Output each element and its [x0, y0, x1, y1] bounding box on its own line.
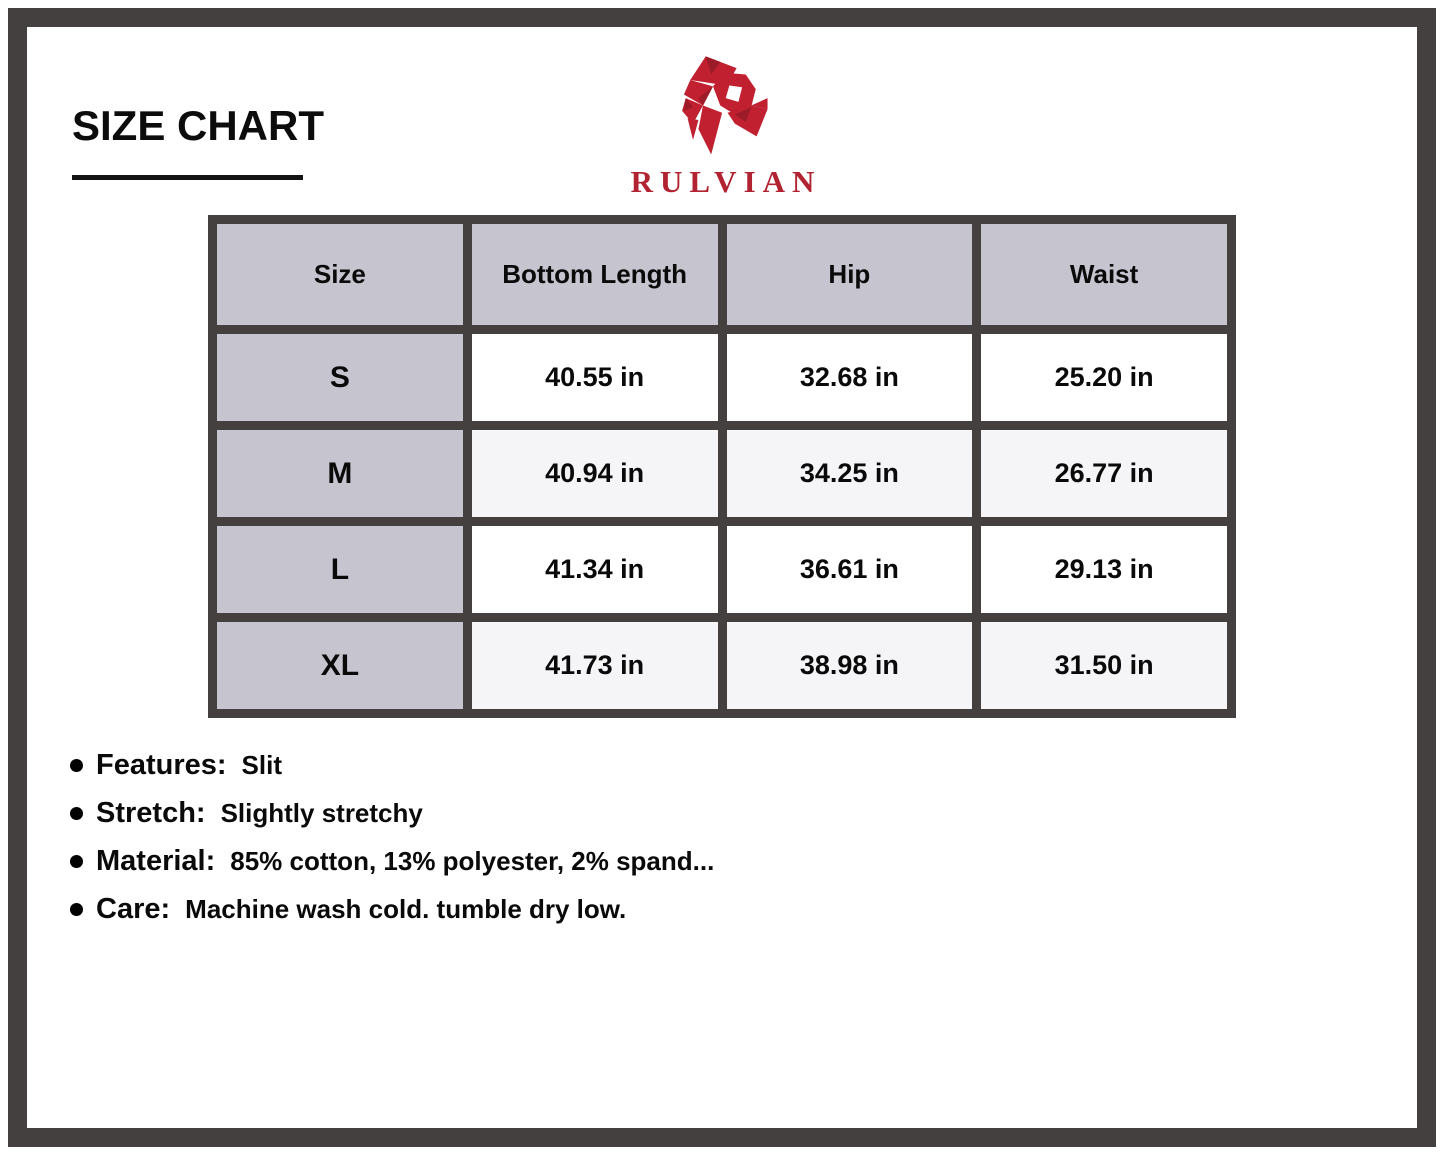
title-underline	[72, 175, 303, 180]
bullet-icon	[70, 903, 83, 916]
detail-label: Stretch:	[96, 796, 206, 829]
header-cell-waist: Waist	[981, 224, 1227, 325]
value-cell: 34.25 in	[727, 430, 973, 517]
header-cell-hip: Hip	[727, 224, 973, 325]
value-cell: 38.98 in	[727, 622, 973, 709]
detail-item-material	[70, 844, 714, 878]
value-cell: 40.55 in	[472, 334, 718, 421]
detail-value: 85% cotton, 13% polyester, 2% spand...	[230, 845, 715, 876]
page-title: SIZE CHART	[72, 102, 324, 149]
value-cell: 32.68 in	[727, 334, 973, 421]
bullet-icon	[70, 855, 83, 868]
detail-label: Material:	[96, 844, 216, 877]
bullet-icon	[70, 807, 83, 820]
detail-value: Slit	[241, 749, 282, 780]
bullet-icon	[70, 759, 83, 772]
detail-item-stretch	[70, 796, 714, 830]
title-block	[72, 102, 324, 180]
detail-label: Care:	[96, 892, 171, 925]
header-cell-bottom-length: Bottom Length	[472, 224, 718, 325]
detail-value: Machine wash cold. tumble dry low.	[185, 893, 627, 924]
value-cell: 31.50 in	[981, 622, 1227, 709]
detail-value: Slightly stretchy	[220, 797, 423, 828]
header-cell-size: Size	[217, 224, 463, 325]
size-cell-l: L	[217, 526, 463, 613]
value-cell: 40.94 in	[472, 430, 718, 517]
detail-item-features	[70, 748, 714, 782]
value-cell: 41.73 in	[472, 622, 718, 709]
detail-item-care	[70, 892, 714, 926]
value-cell: 26.77 in	[981, 430, 1227, 517]
detail-label: Features:	[96, 748, 227, 781]
value-cell: 41.34 in	[472, 526, 718, 613]
brand-wordmark: RULVIAN	[630, 164, 822, 199]
size-cell-s: S	[217, 334, 463, 421]
brand-logo-r-icon	[673, 50, 773, 160]
value-cell: 29.13 in	[981, 526, 1227, 613]
value-cell: 36.61 in	[727, 526, 973, 613]
size-cell-m: M	[217, 430, 463, 517]
brand-logo	[593, 50, 853, 200]
size-cell-xl: XL	[217, 622, 463, 709]
value-cell: 25.20 in	[981, 334, 1227, 421]
product-details-list	[70, 748, 714, 940]
size-chart-table	[208, 215, 1236, 718]
